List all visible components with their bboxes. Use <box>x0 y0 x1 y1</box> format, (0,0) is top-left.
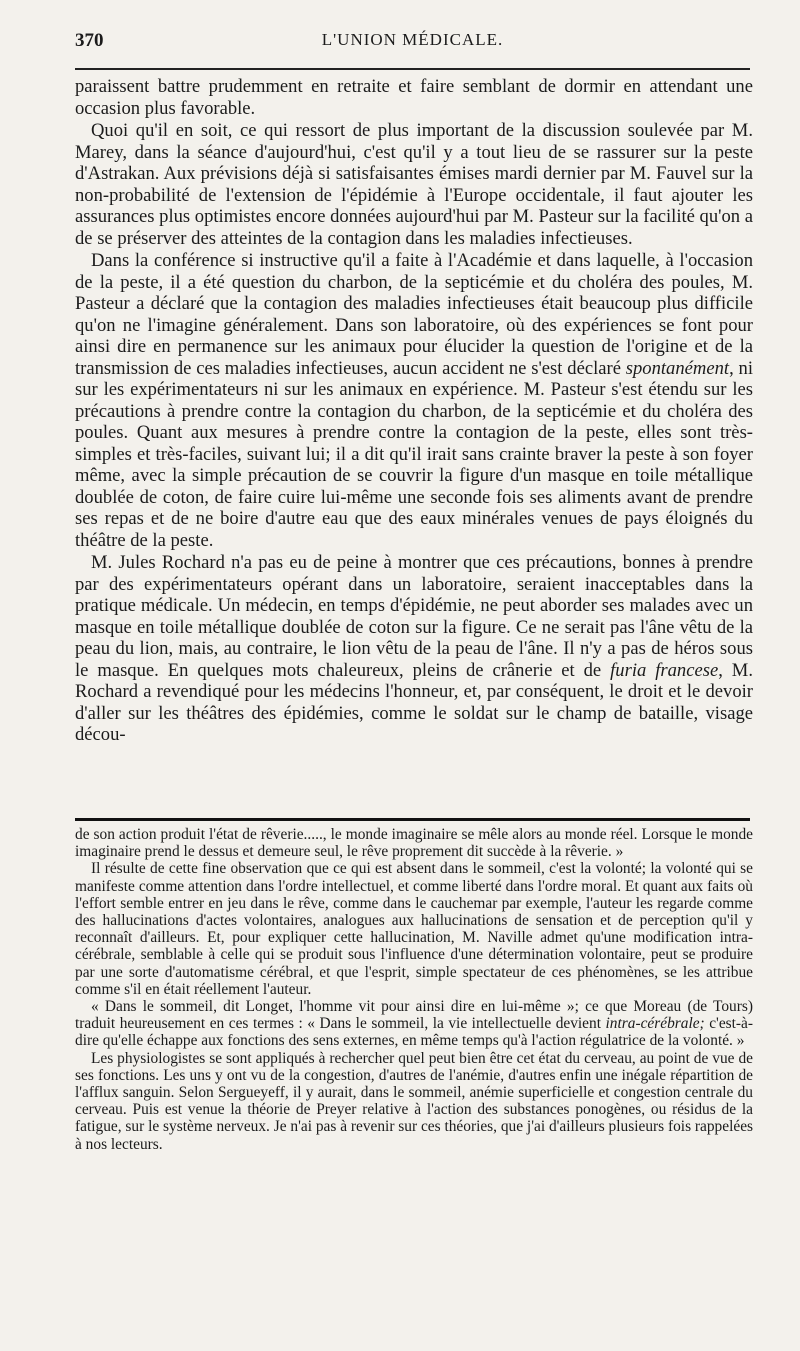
feuilleton-section <box>75 826 753 1153</box>
main-paragraph <box>75 76 753 119</box>
italic-text: spontanément <box>625 357 730 379</box>
text-run: Quoi qu'il en soit, ce qui ressort de plus important de la discussion soulevée par M. Marey, dans la séance d'aujourd'hui, c'est qu'il y a tout lieu de se rassurer sur la peste d'Astrakan. Aux prévisions déjà si satisfaisantes émises mardi dernier par M. Fauvel sur la non-probabilité de l'extension de l'épidémie à l'Europe occidentale, il faut ajouter les assurances plus optimistes encore données aujourd'hui par M. Pasteur sur la facilité qu'on a de se préserver des atteintes de la contagion dans les maladies infectieuses. <box>75 120 753 249</box>
text-run: de son action produit l'état de rêverie....., le monde imaginaire se mêle alors au monde réel. Lorsque le monde imaginaire prend le dessus et demeure seul, le rêve proprement dit succède à la rêverie. » <box>75 826 753 861</box>
main-paragraph <box>75 552 753 746</box>
feuilleton-paragraph <box>75 998 753 1050</box>
italic-text: furia francese <box>610 659 719 681</box>
text-run: Les physiologistes se sont appliqués à rechercher quel peut bien être cet état du cerveau, au point de vue de ses fonctions. Les uns y ont vu de la congestion, d'autres de l'anémie, d'autres enfin une inégale répartition de l'afflux sanguin. Selon Sergueyeff, il y aurait, dans le sommeil, anémie superficielle et congestion centrale du cerveau. Puis est venue la théorie de Preyer relative à l'action des substances ponogènes, ou résidus de la fatigue, sur le système nerveux. Je n'ai pas à revenir sur ces théories, que j'ai d'ailleurs plusieurs fois rappelées à nos lecteurs. <box>75 1049 754 1153</box>
page-number: 370 <box>75 30 104 51</box>
text-run: , ni sur les expérimentateurs ni sur les animaux en expérience. M. Pasteur s'est étendu sur les précautions à prendre contre la contagion du charbon, de la septicémie et du choléra des poules. Quant aux mesures à prendre contre la contagion de la peste, elles sont très-simples et très-faciles, suivant lui; il a dit qu'il irait sans crainte braver la peste à son foyer même, avec la simple précaution de se couvrir la figure d'un masque en toile métallique doublée de coton, de faire cuire lui-même une seconde fois ses aliments avant de prendre ses repas et de ne boire d'autre eau que des eaux minérales venues de pays éloignés du théâtre de la peste. <box>75 357 753 551</box>
feuilleton-divider <box>75 818 750 821</box>
feuilleton-paragraph <box>75 860 753 998</box>
main-article <box>75 76 753 746</box>
text-run: Dans la conférence si instructive qu'il a faite à l'Académie et dans laquelle, à l'occasion de la peste, il a été question du charbon, de la septicémie et du choléra des poules, M. Pasteur a déclaré que la contagion des maladies infectieuses était beaucoup plus difficile qu'on ne l'imagine généralement. Dans son laboratoire, où des expériences se font pour ainsi dire en permanence sur les animaux pour élucider la question de l'origine et de la transmission de ces maladies infectieuses, aucun accident ne s'est déclaré <box>75 250 753 379</box>
feuilleton-paragraph <box>75 1050 753 1153</box>
italic-text: intra-cérébrale; <box>605 1015 705 1033</box>
header-rule <box>75 68 750 70</box>
page-header <box>75 30 750 60</box>
text-run: , M. Rochard a revendiqué pour les médecins l'honneur, et, par conséquent, le droit et le devoir d'aller sur les théâtres des épidémies, comme le soldat sur le champ de bataille, visage décou- <box>75 659 753 745</box>
text-run: paraissent battre prudemment en retraite et faire semblant de dormir en attendant une occasion plus favorable. <box>75 76 753 119</box>
text-run: Il résulte de cette fine observation que ce qui est absent dans le sommeil, c'est la volonté; la volonté qui se manifeste comme attention dans l'ordre intellectuel, et comme liberté dans l'ordre moral. Et quant aux faits où l'effort semble entrer en jeu dans le rêve, comme dans le cauchemar par exemple, l'auteur les regarde comme des hallucinations d'actes volontaires, analogues aux hallucinations de sensation et de perception qu'il y reconnaît d'ailleurs. Et, pour expliquer cette hallucination, M. Naville admet qu'une modification intra-cérébrale, semblable à celle qui se produit sous l'influence d'une détermination volontaire, peut se produire par une sorte d'automatisme cérébral, et que l'esprit, simple spectateur de ces phénomènes, se les attribue comme s'il en était réellement l'auteur. <box>75 860 753 998</box>
text-run: M. Jules Rochard n'a pas eu de peine à montrer que ces précautions, bonnes à prendre par des expérimentateurs opérant dans un laboratoire, seraient inacceptables dans la pratique médicale. Un médecin, en temps d'épidémie, ne peut aborder ses malades avec un masque en toile métallique doublée de coton sur la figure. Ce ne serait pas l'âne vêtu de la peau du lion, mais, au contraire, le lion vêtu de la peau de l'âne. Il n'y a pas de héros sous le masque. En quelques mots chaleureux, pleins de crânerie et de <box>75 552 753 681</box>
text-run: c'est-à-dire qu'elle échappe aux fonctions des sens externes, en même temps qu'à l'action régulatrice de la volonté. » <box>75 1015 753 1050</box>
main-paragraph <box>75 250 753 551</box>
running-title: L'UNION MÉDICALE. <box>321 30 504 49</box>
text-run: « Dans le sommeil, dit Longet, l'homme vit pour ainsi dire en lui-même »; ce que Moreau (de Tours) traduit heureusement en ces termes : « Dans le sommeil, la vie intellectuelle devient <box>75 998 753 1033</box>
feuilleton-paragraph <box>75 826 753 860</box>
main-paragraph <box>75 120 753 249</box>
